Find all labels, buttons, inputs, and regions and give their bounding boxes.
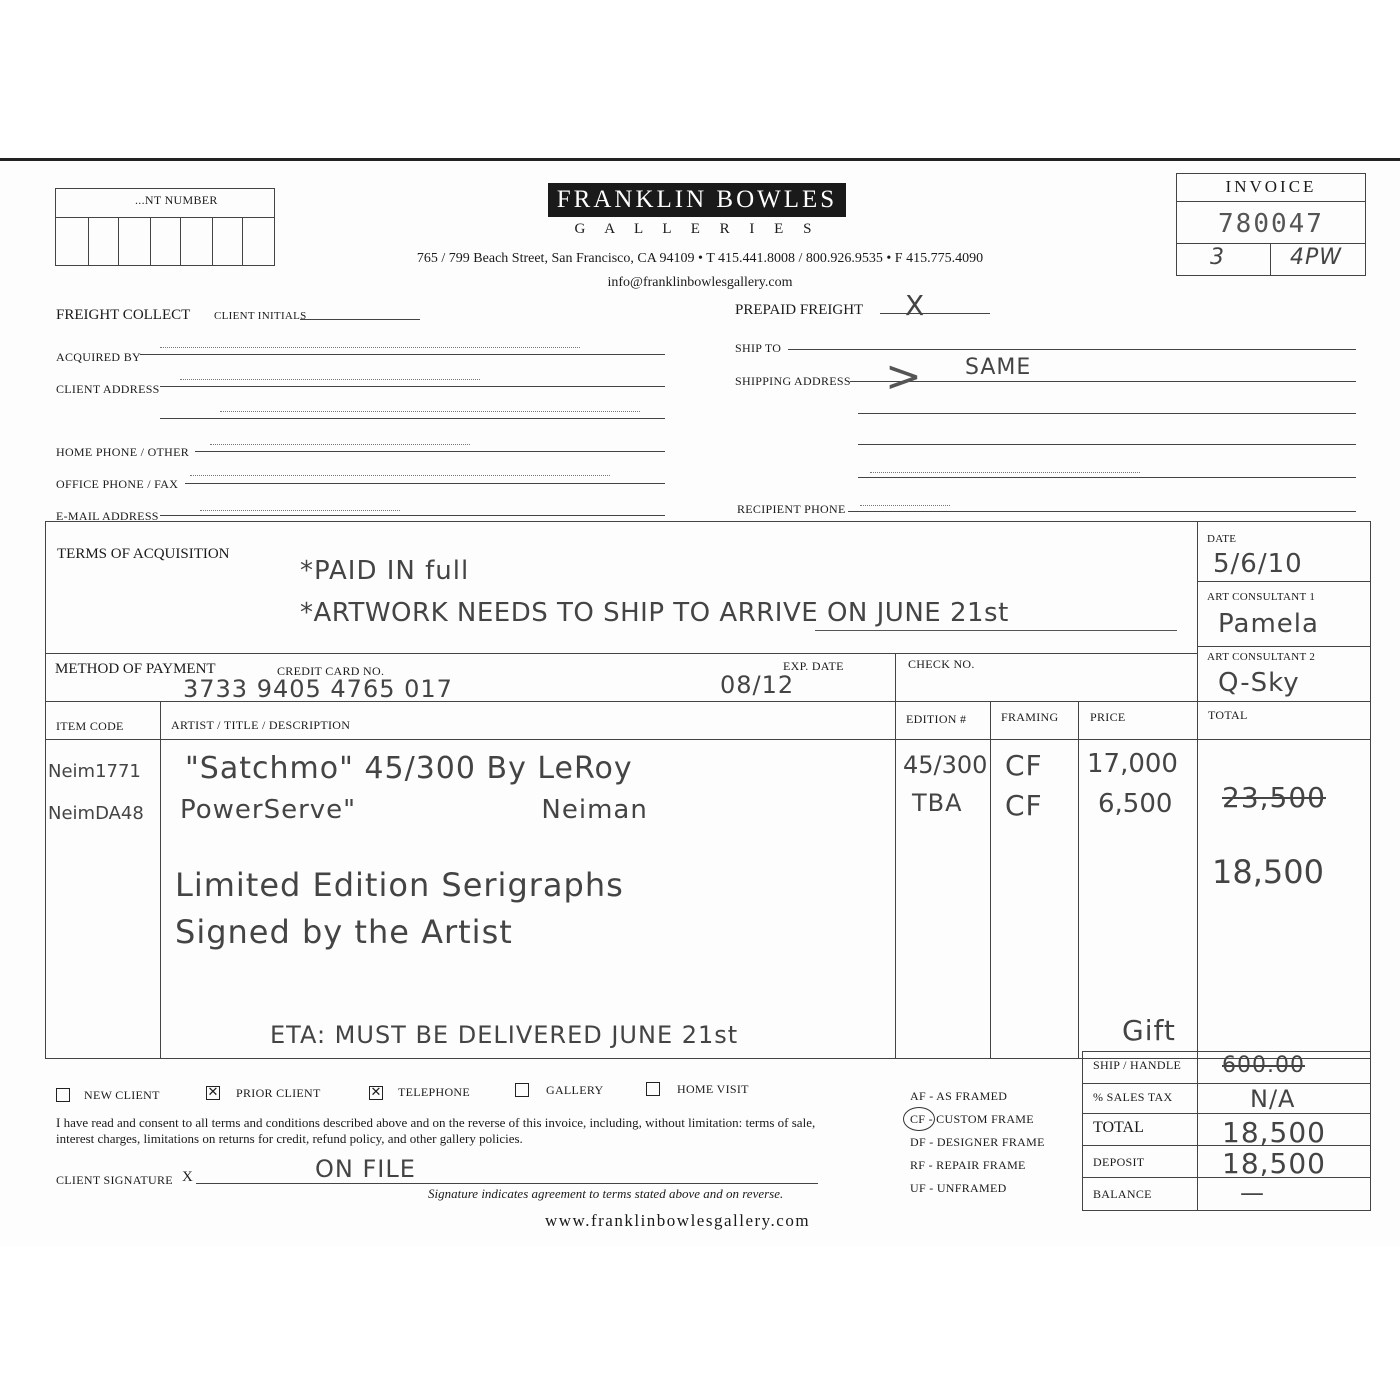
- telephone-checkbox[interactable]: ✕: [370, 1085, 382, 1100]
- invoice-sheet: [0, 158, 1400, 1246]
- framing-code-uf: UF - UNFRAMED: [910, 1181, 1007, 1195]
- balance-value: —: [1240, 1179, 1265, 1207]
- item-desc-2: PowerServe" Neiman: [180, 795, 648, 825]
- recipient-phone-label: RECIPIENT PHONE: [737, 502, 846, 516]
- gallery-address: 765 / 799 Beach Street, San Francisco, CA 94109 • T 415.441.8008 / 800.926.9535 • F 415.775.4090: [416, 251, 984, 266]
- gallery-subtitle: G A L L E R I E S: [574, 221, 820, 237]
- total-label: TOTAL: [1093, 1119, 1144, 1136]
- gallery-checkbox[interactable]: [515, 1083, 529, 1097]
- gift-note: Gift: [1122, 1014, 1176, 1047]
- invoice-label: INVOICE: [1225, 177, 1317, 196]
- item-edition-1: 45/300: [903, 751, 988, 779]
- terms-line-2: *ARTWORK NEEDS TO SHIP TO ARRIVE ON JUNE 21st: [300, 598, 1009, 628]
- client-signature-label: CLIENT SIGNATURE: [56, 1173, 173, 1187]
- gallery-label: GALLERY: [546, 1083, 604, 1097]
- acquired-by-label: ACQUIRED BY: [56, 350, 141, 364]
- sales-tax-label: % SALES TAX: [1093, 1090, 1173, 1104]
- prepaid-freight-mark: X: [905, 289, 926, 322]
- signature-note: Signature indicates agreement to terms stated above and on reverse.: [428, 1186, 784, 1201]
- gallery-name: FRANKLIN BOWLES: [556, 186, 838, 213]
- invoice-mark-2: 4PW: [1290, 245, 1343, 270]
- terms-label: TERMS OF ACQUISITION: [57, 546, 230, 562]
- item-framing-1: CF: [1005, 749, 1043, 782]
- art-consultant-2-label: ART CONSULTANT 2: [1207, 651, 1316, 663]
- total-final: 18,500: [1212, 853, 1324, 891]
- framing-code-rf: RF - REPAIR FRAME: [910, 1158, 1026, 1172]
- cf-circle: [903, 1107, 935, 1131]
- item-price-1: 17,000: [1087, 749, 1178, 779]
- exp-date-label: EXP. DATE: [783, 659, 844, 673]
- client-signature-value[interactable]: ON FILE: [315, 1155, 416, 1183]
- credit-card-value: 3733 9405 4765 017: [183, 675, 453, 703]
- shipping-address-label: SHIPPING ADDRESS: [735, 374, 851, 388]
- gallery-email: info@franklinbowlesgallery.com: [607, 275, 793, 290]
- total-value: 18,500: [1222, 1116, 1326, 1149]
- total-struck: 23,500: [1222, 781, 1326, 814]
- consent-text: I have read and consent to all terms and conditions described above and on the reverse of this invoice, including, without limitation: terms of sale, interest charges, limitations on returns for credit, refund policy, and other gallery policies.: [56, 1115, 816, 1146]
- client-address-label: CLIENT ADDRESS: [56, 382, 160, 396]
- date-label: DATE: [1207, 533, 1237, 545]
- payment-method-label: METHOD OF PAYMENT: [55, 661, 216, 677]
- item-edition-2: TBA: [912, 789, 963, 817]
- header-edition: EDITION #: [906, 712, 967, 726]
- new-client-label: NEW CLIENT: [84, 1088, 160, 1102]
- item-price-2: 6,500: [1098, 789, 1173, 819]
- framing-code-df: DF - DESIGNER FRAME: [910, 1135, 1045, 1149]
- shipping-address-value: SAME: [965, 355, 1032, 380]
- credit-card-label: CREDIT CARD NO.: [277, 664, 385, 678]
- item-desc-1: "Satchmo" 45/300 By LeRoy: [185, 751, 633, 786]
- account-number-label: ...NT NUMBER: [135, 193, 218, 207]
- prepaid-freight-label: PREPAID FREIGHT: [735, 302, 864, 318]
- freight-collect-label: FREIGHT COLLECT: [56, 307, 191, 323]
- header-price: PRICE: [1090, 710, 1126, 724]
- email-address-label: E-MAIL ADDRESS: [56, 509, 159, 523]
- framing-code-cf: CF - CUSTOM FRAME: [910, 1112, 1034, 1126]
- telephone-label: TELEPHONE: [398, 1085, 471, 1099]
- new-client-checkbox[interactable]: [56, 1088, 70, 1102]
- prior-client-checkbox[interactable]: ✕: [207, 1085, 219, 1100]
- website: www.franklinbowlesgallery.com: [545, 1211, 811, 1230]
- home-visit-checkbox[interactable]: [646, 1082, 660, 1096]
- client-initials-label: CLIENT INITIALS: [214, 310, 307, 322]
- item-note-1: Limited Edition Serigraphs: [175, 866, 624, 904]
- date-value: 5/6/10: [1213, 549, 1303, 579]
- gallery-logo: [548, 183, 846, 217]
- signature-x: X: [182, 1169, 193, 1185]
- header-framing: FRAMING: [1001, 710, 1059, 724]
- prior-client-label: PRIOR CLIENT: [236, 1086, 321, 1100]
- terms-line-1: *PAID IN full: [300, 556, 470, 586]
- invoice-number: 780047: [1218, 209, 1324, 239]
- art-consultant-1-value: Pamela: [1218, 609, 1319, 639]
- header-description: ARTIST / TITLE / DESCRIPTION: [171, 718, 351, 732]
- item-note-3: ETA: MUST BE DELIVERED JUNE 21st: [270, 1021, 739, 1049]
- home-visit-label: HOME VISIT: [677, 1082, 749, 1096]
- home-phone-label: HOME PHONE / OTHER: [56, 445, 190, 459]
- deposit-label: DEPOSIT: [1093, 1155, 1145, 1169]
- header-total: TOTAL: [1208, 708, 1248, 722]
- ship-handle-value: 600.00: [1222, 1053, 1305, 1078]
- check-number-label: CHECK NO.: [908, 657, 975, 671]
- sales-tax-value: N/A: [1250, 1085, 1296, 1113]
- framing-code-af: AF - AS FRAMED: [910, 1089, 1008, 1103]
- ship-to-label: SHIP TO: [735, 341, 782, 355]
- deposit-value: 18,500: [1222, 1147, 1326, 1180]
- invoice-mark-1: 3: [1210, 245, 1225, 270]
- balance-label: BALANCE: [1093, 1187, 1152, 1201]
- header-item-code: ITEM CODE: [56, 719, 124, 733]
- ship-handle-label: SHIP / HANDLE: [1093, 1058, 1182, 1072]
- item-note-2: Signed by the Artist: [175, 913, 513, 951]
- art-consultant-2-value: Q-Sky: [1218, 668, 1300, 698]
- item-framing-2: CF: [1005, 789, 1043, 822]
- office-phone-label: OFFICE PHONE / FAX: [56, 477, 179, 491]
- shipping-bracket: >: [885, 351, 923, 402]
- item-code-1: Neim1771: [48, 761, 141, 782]
- art-consultant-1-label: ART CONSULTANT 1: [1207, 591, 1316, 603]
- exp-date-value: 08/12: [720, 671, 795, 699]
- item-code-2: NeimDA48: [48, 803, 144, 824]
